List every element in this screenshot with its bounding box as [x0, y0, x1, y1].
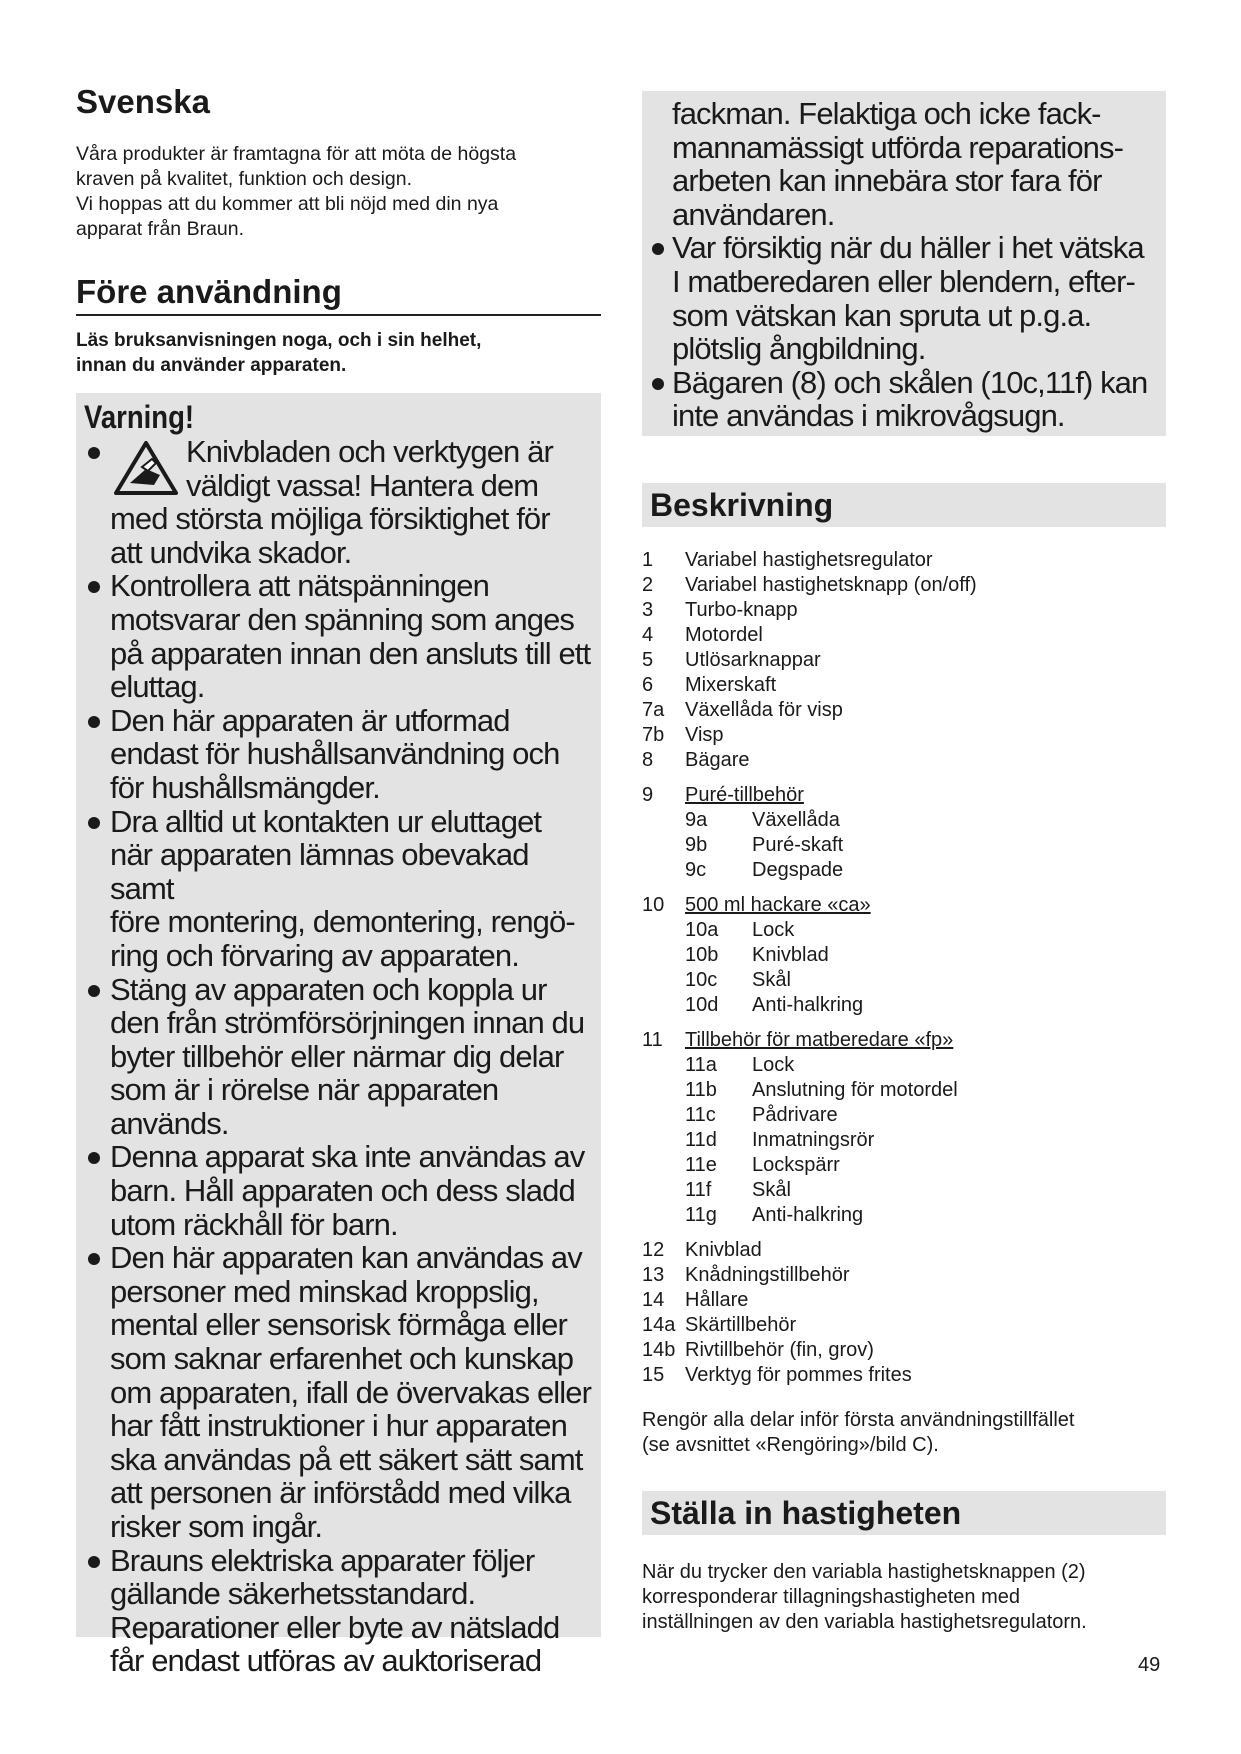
continuation-bullet — [666, 231, 1162, 365]
part-label: Lock — [752, 919, 795, 941]
warning-line: Knivbladen och verktygen är — [186, 434, 553, 469]
intro-line: Våra produkter är framtagna för att möta de högsta — [76, 143, 517, 165]
continuation-bullet — [666, 366, 1162, 433]
part-item — [642, 1178, 1182, 1203]
speed-heading: Ställa in hastigheten — [642, 1491, 1166, 1535]
continuation-text — [666, 97, 1162, 231]
part-item — [642, 1263, 1182, 1288]
bullet-line: utom räckhåll för barn. — [110, 1206, 398, 1242]
bullet-line: har fått instruktioner i hur apparaten — [110, 1408, 567, 1444]
part-number: 8 — [642, 749, 654, 771]
part-number: 10d — [685, 994, 719, 1016]
part-number: 7a — [642, 699, 665, 721]
part-label: Lockspärr — [752, 1154, 840, 1176]
part-label: Skärtillbehör — [685, 1314, 797, 1336]
bullet-line: att personen är införstådd med vilka — [110, 1475, 571, 1511]
warning-bullet — [84, 973, 599, 1141]
part-label: Växellåda — [752, 809, 840, 831]
part-label: Hållare — [685, 1289, 749, 1311]
part-number: 11e — [685, 1154, 717, 1176]
intro-text — [76, 142, 601, 242]
part-item — [642, 698, 1182, 723]
speed-line: korresponderar tillagningshastigheten med — [642, 1586, 1021, 1608]
part-number: 13 — [642, 1264, 665, 1286]
part-number: 4 — [642, 624, 654, 646]
part-label: Lock — [752, 1054, 795, 1076]
bullet-dot-icon — [652, 243, 664, 255]
part-item — [642, 968, 1182, 993]
speed-text — [642, 1560, 1182, 1635]
part-item — [642, 748, 1182, 773]
part-label: Inmatningsrör — [752, 1129, 875, 1151]
part-number: 11f — [685, 1179, 712, 1201]
bullet-line: som vätskan kan spruta ut p.g.a. — [672, 297, 1092, 333]
part-item — [642, 808, 1182, 833]
continuation-line: fackman. Felaktiga och icke fack- — [672, 96, 1101, 131]
part-label: Variabel hastighetsknapp (on/off) — [685, 574, 977, 596]
part-number: 11c — [685, 1104, 716, 1126]
bullet-line: gällande säkerhetsstandard. — [110, 1576, 476, 1612]
warning-line: att undvika skador. — [110, 534, 352, 570]
lead-line: Läs bruksanvisningen noga, och i sin helhet, — [76, 330, 482, 351]
part-label: Turbo-knapp — [685, 599, 798, 621]
part-item — [642, 1153, 1182, 1178]
part-item — [642, 1128, 1182, 1153]
bullet-line: används. — [110, 1105, 229, 1141]
bullet-line: som saknar erfarenhet och kunskap — [110, 1341, 574, 1377]
part-item — [642, 858, 1182, 883]
continuation-bullets — [666, 231, 1162, 433]
warning-bullet — [84, 805, 599, 973]
warning-bullet — [84, 569, 599, 703]
bullet-line: plötslig ångbildning. — [672, 331, 926, 367]
bullet-dot-icon — [88, 1152, 100, 1164]
part-number: 11d — [685, 1129, 717, 1151]
sharp-blade-warning-icon — [112, 439, 180, 497]
bullet-line: ska användas på ett säkert sätt samt — [110, 1441, 583, 1477]
part-number: 7b — [642, 724, 665, 746]
part-item — [642, 1203, 1182, 1228]
part-label: Pådrivare — [752, 1104, 838, 1126]
warning-bullets — [84, 569, 599, 1678]
part-number: 9 — [642, 784, 654, 806]
part-label: Puré-skaft — [752, 834, 844, 856]
warning-line: med största möjliga försiktighet för — [110, 501, 550, 537]
bullet-dot-icon — [88, 985, 100, 997]
bullet-line: Reparationer eller byte av nätsladd — [110, 1609, 560, 1645]
bullet-line: Kontrollera att nätspänningen — [110, 568, 489, 604]
warning-bullet — [84, 704, 599, 805]
part-item — [642, 893, 1182, 918]
part-item — [642, 1103, 1182, 1128]
part-number: 11g — [685, 1204, 717, 1226]
part-number: 1 — [642, 549, 654, 571]
bullet-dot-icon — [88, 581, 100, 593]
bullet-line: den från strömförsörjningen innan du — [110, 1005, 585, 1041]
part-number: 11a — [685, 1054, 717, 1076]
bullet-line: för hushållsmängder. — [110, 769, 380, 805]
part-item — [642, 1338, 1182, 1363]
part-item — [642, 623, 1182, 648]
part-label: Motordel — [685, 624, 763, 646]
bullet-line: Brauns elektriska apparater följer — [110, 1542, 535, 1578]
part-item — [642, 1363, 1182, 1388]
part-number: 14 — [642, 1289, 665, 1311]
part-label: Knådningstillbehör — [685, 1264, 850, 1286]
part-label: Rivtillbehör (fin, grov) — [685, 1339, 874, 1361]
part-label: 500 ml hackare «ca» — [685, 894, 871, 916]
part-item — [642, 1053, 1182, 1078]
bullet-line: endast för hushållsanvändning och — [110, 736, 560, 772]
intro-line: Vi hoppas att du kommer att bli nöjd med din nya — [76, 193, 499, 215]
bullet-line: på apparaten innan den ansluts till ett — [110, 635, 591, 671]
bullet-dot-icon — [88, 817, 100, 829]
warning-bullet — [84, 1544, 599, 1678]
bullet-line: ring och förvaring av apparaten. — [110, 937, 519, 973]
bullet-line: Den här apparaten kan användas av — [110, 1240, 582, 1276]
part-item — [642, 1313, 1182, 1338]
part-label: Skål — [752, 1179, 791, 1201]
bullet-line: risker som ingår. — [110, 1509, 323, 1544]
part-label: Verktyg för pommes frites — [685, 1364, 912, 1386]
part-label: Visp — [685, 724, 724, 746]
warning-continuation-box — [642, 91, 1166, 436]
continuation-line: arbeten kan innebära stor fara för — [672, 163, 1102, 199]
before-use-lead — [76, 328, 601, 378]
bullet-line: inte användas i mikrovågsugn. — [672, 398, 1065, 434]
spacer — [642, 1018, 1182, 1028]
part-item — [642, 833, 1182, 858]
bullet-line: Den här apparaten är utformad — [110, 702, 510, 738]
part-number: 11b — [685, 1079, 717, 1101]
part-number: 10b — [685, 944, 719, 966]
bullet-line: får endast utföras av auktoriserad — [110, 1643, 542, 1679]
cleaning-note — [642, 1408, 1182, 1458]
part-number: 3 — [642, 599, 654, 621]
part-label: Tillbehör för matberedare «fp» — [685, 1029, 954, 1051]
bullet-line: eluttag. — [110, 669, 205, 705]
warning-bullet-sharp — [84, 435, 599, 569]
part-number: 14b — [642, 1339, 676, 1361]
bullet-line: om apparaten, ifall de övervakas eller — [110, 1374, 592, 1410]
part-label: Knivblad — [752, 944, 829, 966]
continuation-line: mannamässigt utförda reparations- — [672, 129, 1124, 165]
speed-line: När du trycker den variabla hastighetsknappen (2) — [642, 1561, 1086, 1583]
part-item — [642, 548, 1182, 573]
part-number: 9c — [685, 859, 707, 881]
bullet-dot-icon — [88, 716, 100, 728]
part-label: Degspade — [752, 859, 844, 881]
part-item — [642, 648, 1182, 673]
part-label: Knivblad — [685, 1239, 762, 1261]
part-number: 15 — [642, 1364, 665, 1386]
description-heading: Beskrivning — [642, 483, 1166, 527]
lead-line: innan du använder apparaten. — [76, 355, 347, 376]
bullet-line: som är i rörelse när apparaten — [110, 1072, 499, 1108]
page-number: 49 — [1138, 1654, 1161, 1676]
intro-line: kraven på kvalitet, funktion och design. — [76, 168, 413, 190]
part-item — [642, 723, 1182, 748]
part-number: 5 — [642, 649, 654, 671]
part-label: Puré-tillbehör — [685, 784, 804, 806]
bullet-line: barn. Håll apparaten och dess sladd — [110, 1173, 575, 1209]
part-label: Anslutning för motordel — [752, 1079, 958, 1101]
speed-line: inställningen av den variabla hastighetsregulatorn. — [642, 1611, 1087, 1633]
bullet-line: Stäng av apparaten och koppla ur — [110, 971, 547, 1007]
part-item — [642, 1078, 1182, 1103]
bullet-line: Dra alltid ut kontakten ur eluttaget — [110, 803, 542, 839]
part-item — [642, 918, 1182, 943]
part-number: 10c — [685, 969, 718, 991]
bullet-line: mental eller sensorisk förmåga eller — [110, 1307, 567, 1343]
spacer — [642, 883, 1182, 893]
part-number: 11 — [642, 1029, 663, 1051]
part-number: 9a — [685, 809, 708, 831]
warning-box — [76, 393, 601, 1679]
part-item — [642, 1238, 1182, 1263]
warning-line: väldigt vassa! Hantera dem — [186, 467, 539, 503]
bullet-line: när apparaten lämnas obevakad samt — [110, 837, 529, 906]
part-number: 2 — [642, 574, 654, 596]
language-heading: Svenska — [76, 83, 210, 120]
part-label: Skål — [752, 969, 791, 991]
bullet-line: byter tillbehör eller närmar dig delar — [110, 1038, 564, 1074]
part-number: 6 — [642, 674, 654, 696]
note-line: Rengör alla delar inför första användningstillfället — [642, 1409, 1075, 1431]
bullet-line: Denna apparat ska inte användas av — [110, 1139, 585, 1175]
part-label: Utlösarknappar — [685, 649, 821, 671]
bullet-line: personer med minskad kroppslig, — [110, 1273, 539, 1309]
part-label: Bägare — [685, 749, 750, 771]
bullet-dot-icon — [88, 1556, 100, 1568]
bullet-dot-icon — [652, 378, 664, 390]
continuation-line: användaren. — [672, 196, 835, 232]
bullet-line: Bägaren (8) och skålen (10c,11f) kan — [672, 364, 1148, 400]
part-item — [642, 673, 1182, 698]
part-label: Växellåda för visp — [685, 699, 843, 721]
bullet-dot-icon — [88, 447, 100, 459]
part-item — [642, 598, 1182, 623]
intro-line: apparat från Braun. — [76, 218, 245, 240]
bullet-line: före montering, demontering, rengö- — [110, 904, 575, 940]
part-label: Mixerskaft — [685, 674, 777, 696]
part-number: 9b — [685, 834, 708, 856]
warning-heading: Varning! — [84, 399, 195, 435]
part-label: Anti-halkring — [752, 994, 864, 1016]
parts-list — [642, 548, 1182, 1388]
part-label: Variabel hastighetsregulator — [685, 549, 933, 571]
part-item — [642, 1028, 1182, 1053]
part-item — [642, 783, 1182, 808]
note-line: (se avsnittet «Rengöring»/bild C). — [642, 1434, 939, 1456]
warning-bullet — [84, 1241, 599, 1543]
bullet-line: I matberedaren eller blendern, efter- — [672, 263, 1135, 299]
part-label: Anti-halkring — [752, 1204, 864, 1226]
part-number: 14a — [642, 1314, 676, 1336]
part-item — [642, 573, 1182, 598]
part-item — [642, 943, 1182, 968]
part-number: 10 — [642, 894, 665, 916]
left-column — [76, 82, 601, 378]
part-number: 12 — [642, 1239, 665, 1261]
warning-bullet — [84, 1140, 599, 1241]
part-number: 10a — [685, 919, 719, 941]
bullet-line: motsvarar den spänning som anges — [110, 601, 575, 637]
part-item — [642, 1288, 1182, 1313]
spacer — [642, 773, 1182, 783]
part-item — [642, 993, 1182, 1018]
bullet-line: Var försiktig när du häller i het vätska — [672, 230, 1144, 266]
spacer — [642, 1228, 1182, 1238]
before-use-heading: Före användning — [76, 272, 601, 316]
bullet-dot-icon — [88, 1253, 100, 1265]
